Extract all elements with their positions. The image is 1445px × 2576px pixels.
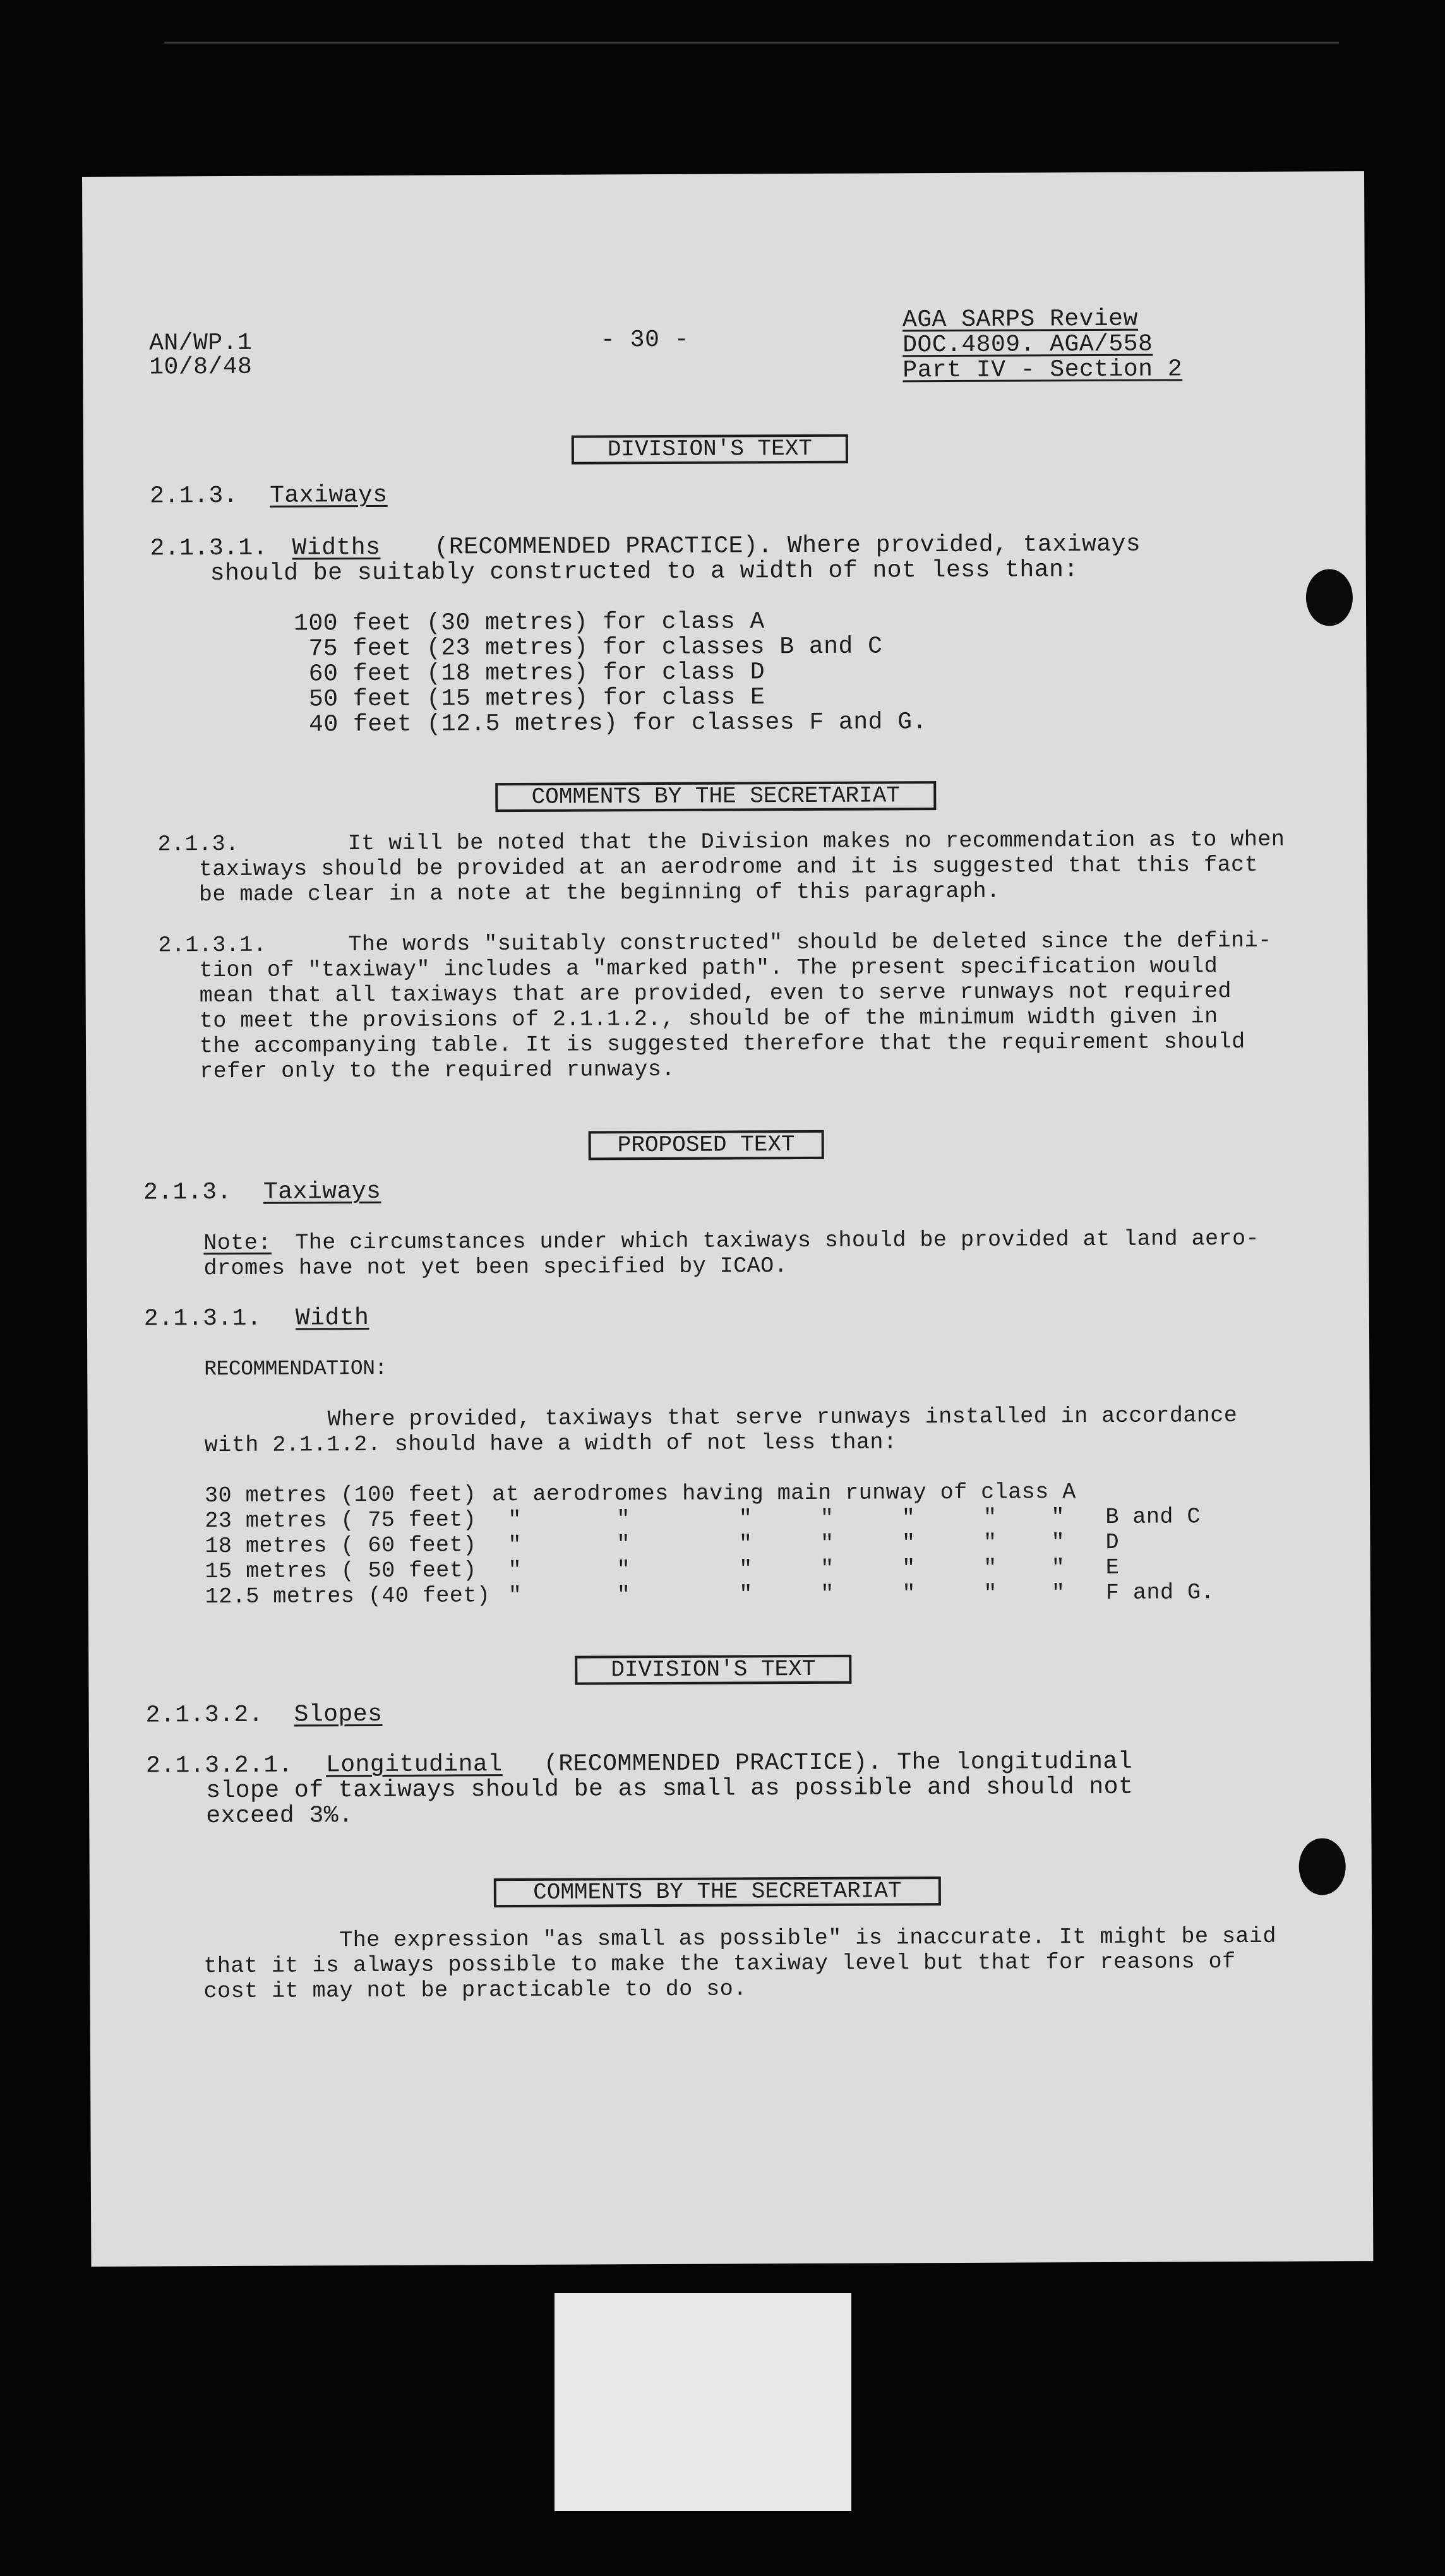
slopes-heading-title: Slopes (294, 1700, 383, 1729)
comment-line: The expression "as small as possible" is inaccurate. It might be said (203, 1923, 1277, 1954)
division-text-box-2: DIVISION'S TEXT (575, 1655, 851, 1685)
document-page (82, 171, 1373, 2267)
slopes-text-line-2: slope of taxiways should be as small as possible and should not (206, 1773, 1134, 1805)
table-width-cell: 12.5 metres (40 feet) (205, 1583, 491, 1610)
header-ref-line-2: 10/8/48 (149, 353, 253, 381)
note-label: Note: (203, 1230, 272, 1256)
comment-line: be made clear in a note at the beginning of this paragraph. (198, 878, 1000, 908)
recommendation-line-2: with 2.1.1.2. should have a width of not less than: (204, 1429, 897, 1458)
para-text-line-2: should be suitably constructed to a width of not less than: (210, 556, 1079, 588)
comments-box-1: COMMENTS BY THE SECRETARIAT (495, 781, 936, 812)
table-desc-cell: " " " " " " " E (508, 1554, 1120, 1583)
proposed-sub-title: Width (295, 1304, 369, 1332)
comment-line: the accompanying table. It is suggested therefore that the requirement should (199, 1029, 1245, 1059)
note-line-2: dromes have not yet been specified by ICAO. (203, 1253, 788, 1282)
section-heading-title: Taxiways (270, 481, 388, 510)
proposed-sub-number: 2.1.3.1. (143, 1304, 262, 1333)
width-row: 40 feet (12.5 metres) for classes F and G. (294, 708, 927, 739)
comment-line: tion of "taxiway" includes a "marked path". The present specification would (199, 953, 1218, 984)
slopes-para-number: 2.1.3.2.1. (145, 1751, 294, 1780)
division-text-box-1: DIVISION'S TEXT (572, 434, 848, 465)
para-text-line-1: (RECOMMENDED PRACTICE). Where provided, taxiways (434, 530, 1141, 561)
para-number: 2.1.3.1. (150, 534, 268, 563)
recommendation-label: RECOMMENDATION: (204, 1356, 387, 1381)
table-width-cell: 18 metres ( 60 feet) (205, 1532, 477, 1559)
note-line-1: The circumstances under which taxiways should be provided at land aero- (295, 1225, 1260, 1256)
slopes-text-line-3: exceed 3%. (206, 1802, 354, 1830)
slopes-heading-number: 2.1.3.2. (145, 1701, 264, 1729)
table-desc-cell: " " " " " " " D (508, 1529, 1120, 1558)
slopes-para-title: Longitudinal (325, 1751, 503, 1779)
section-heading-number: 2.1.3. (150, 482, 239, 510)
slopes-text-line-1: (RECOMMENDED PRACTICE). The longitudinal (543, 1748, 1133, 1778)
comment-line: mean that all taxiways that are provided, even to serve runways not required (199, 979, 1232, 1009)
proposed-text-box: PROPOSED TEXT (589, 1130, 824, 1160)
comments-box-2: COMMENTS BY THE SECRETARIAT (494, 1876, 941, 1907)
table-width-cell: 30 metres (100 feet) (205, 1482, 477, 1509)
header-doc-line-1: AGA SARPS Review (902, 305, 1138, 334)
comment-line: that it is always possible to make the taxiway level but that for reasons of (203, 1949, 1236, 1979)
comment-line: 2.1.3. It will be noted that the Division makes no recommendation as to when (157, 826, 1285, 857)
table-width-cell: 15 metres ( 50 feet) (205, 1558, 477, 1585)
film-edge-line (164, 42, 1339, 44)
punch-hole (1299, 1838, 1346, 1895)
width-row: 75 feet (23 metres) for classes B and C (294, 633, 883, 663)
table-desc-cell: " " " " " " " F and G. (508, 1580, 1215, 1609)
table-desc-cell: at aerodromes having main runway of class A (492, 1479, 1076, 1508)
proposed-heading-number: 2.1.3. (143, 1178, 232, 1207)
width-row: 60 feet (18 metres) for class D (294, 659, 765, 688)
table-desc-cell: " " " " " " " B and C (508, 1504, 1201, 1533)
width-row: 50 feet (15 metres) for class E (294, 684, 765, 713)
comment-line: 2.1.3.1. The words "suitably constructed" should be deleted since the defini- (158, 927, 1272, 958)
comment-line: refer only to the required runways. (200, 1056, 675, 1085)
film-target-card (555, 2293, 851, 2511)
recommendation-line-1: Where provided, taxiways that serve runways installed in accordance (327, 1403, 1238, 1433)
punch-hole (1306, 569, 1353, 626)
header-ref-line-1: AN/WP.1 (149, 329, 253, 357)
width-row: 100 feet (30 metres) for class A (293, 608, 765, 638)
header-doc-line-2: DOC.4809. AGA/558 (902, 330, 1153, 359)
header-doc-line-3: Part IV - Section 2 (902, 355, 1183, 385)
proposed-heading-title: Taxiways (263, 1178, 381, 1206)
table-width-cell: 23 metres ( 75 feet) (205, 1507, 477, 1534)
para-title: Widths (292, 534, 381, 562)
page-number: - 30 - (601, 326, 690, 354)
comment-line: taxiways should be provided at an aerodrome and it is suggested that this fact (198, 852, 1259, 883)
comment-line: cost it may not be practicable to do so. (203, 1976, 747, 2005)
comment-line: to meet the provisions of 2.1.1.2., should be of the minimum width given in (199, 1004, 1218, 1034)
